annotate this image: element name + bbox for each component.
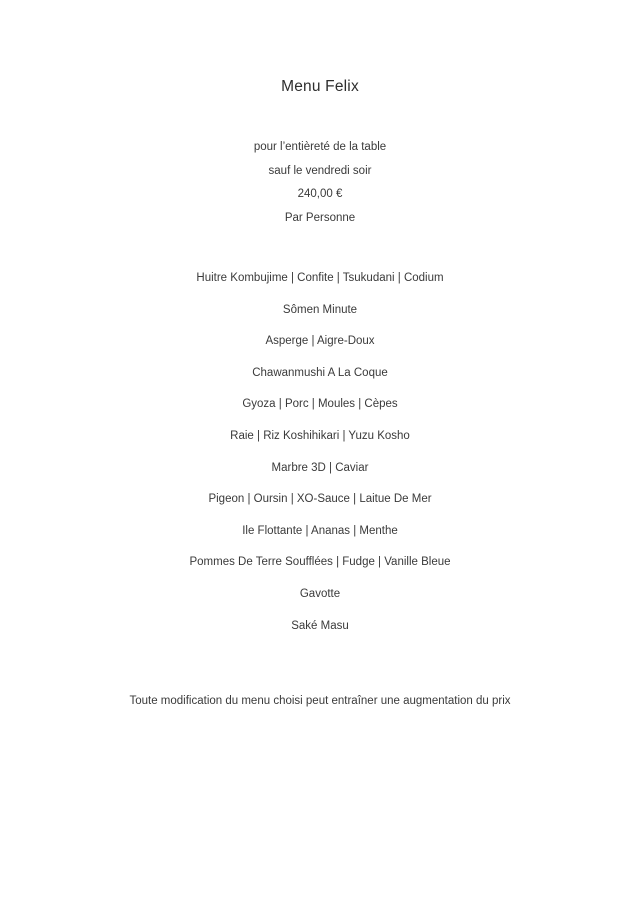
- course-item: Pommes De Terre Soufflées | Fudge | Vanille Bleue: [189, 556, 451, 569]
- course-item: Asperge | Aigre-Doux: [265, 335, 375, 348]
- price-per-person: Par Personne: [284, 211, 356, 224]
- modification-note: Toute modification du menu choisi peut entraîner une augmentation du prix: [129, 695, 511, 707]
- intro-line-table: pour l’entièreté de la table: [253, 141, 387, 153]
- menu-price: 240,00 €: [297, 188, 343, 200]
- course-item: Gavotte: [299, 587, 341, 600]
- course-item: Pigeon | Oursin | XO-Sauce | Laitue De Mer: [208, 493, 432, 506]
- course-item: Marbre 3D | Caviar: [271, 461, 369, 474]
- menu-title: Menu Felix: [281, 78, 359, 95]
- course-item: Chawanmushi A La Coque: [252, 366, 388, 379]
- course-item: Sômen Minute: [282, 303, 358, 316]
- menu-intro: [0, 136, 640, 230]
- course-item: Ile Flottante | Ananas | Menthe: [242, 524, 398, 537]
- intro-line-friday: sauf le vendredi soir: [268, 164, 372, 177]
- course-item: Huitre Kombujime | Confite | Tsukudani | Codium: [196, 272, 444, 284]
- course-item: Saké Masu: [291, 619, 349, 632]
- course-list: [0, 268, 640, 647]
- course-item: Gyoza | Porc | Moules | Cèpes: [242, 398, 398, 411]
- course-item: Raie | Riz Koshihikari | Yuzu Kosho: [230, 429, 410, 442]
